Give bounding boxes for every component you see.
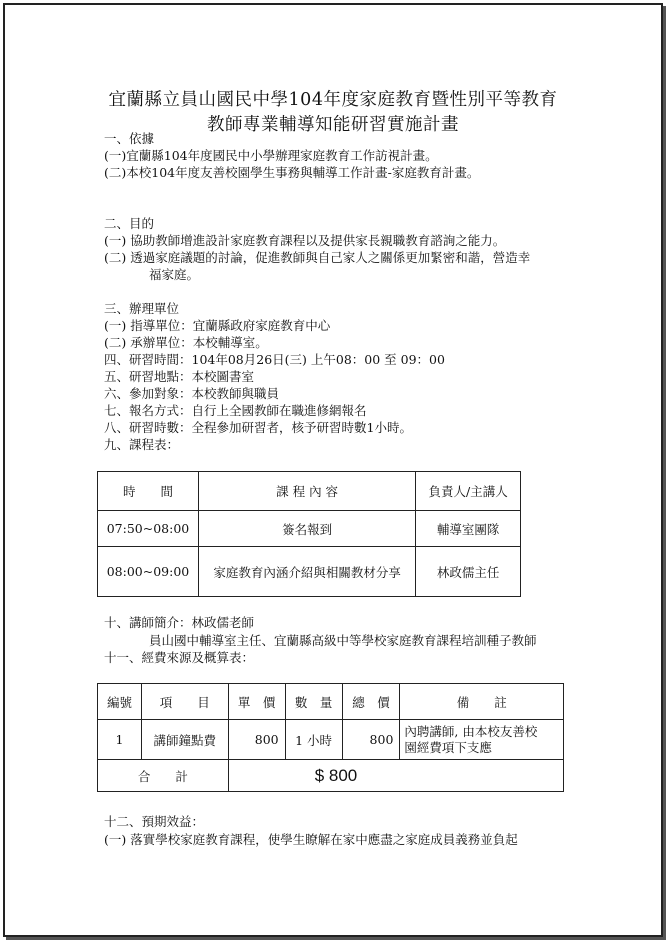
budget-header: 數 量 bbox=[285, 684, 342, 720]
budget-header: 單 價 bbox=[228, 684, 285, 720]
budget-table bbox=[97, 683, 564, 792]
section-7: 七、報名方式：自行上全國教師在職進修網報名 bbox=[104, 403, 367, 418]
budget-total-value bbox=[228, 760, 563, 792]
section-1-item: (二)本校104年度友善校園學生事務與輔導工作計畫-家庭教育計畫。 bbox=[104, 165, 480, 180]
budget-total-amount: $ 800 bbox=[314, 765, 358, 785]
budget-total-row bbox=[98, 760, 564, 792]
section-3-heading: 三、辦理單位 bbox=[104, 301, 180, 316]
budget-note bbox=[400, 720, 564, 760]
budget-header-row bbox=[98, 684, 564, 720]
section-10-detail: 員山國中輔導室主任、宜蘭縣高級中等學校家庭教育課程培訓種子教師 bbox=[149, 633, 537, 648]
budget-note-line: 園經費項下支應 bbox=[404, 739, 492, 755]
budget-header: 總 價 bbox=[342, 684, 400, 720]
section-2-item: (二) 透過家庭議題的討論，促進教師與自己家人之關係更加緊密和諧，營造幸 bbox=[104, 250, 531, 265]
budget-total: 800 bbox=[342, 720, 400, 760]
budget-unit-price: 800 bbox=[228, 720, 285, 760]
section-11-heading: 十一、經費來源及概算表： bbox=[104, 650, 255, 665]
section-1-item: (一)宜蘭縣104年度國民中小學辦理家庭教育工作訪視計畫。 bbox=[104, 148, 438, 163]
section-2-heading: 二、目的 bbox=[104, 216, 155, 231]
section-3-item: (二) 承辦單位：本校輔導室。 bbox=[104, 335, 268, 350]
section-8: 八、研習時數：全程參加研習者，核予研習時數1小時。 bbox=[104, 420, 412, 435]
schedule-header: 課 程 內 容 bbox=[198, 472, 415, 511]
budget-item: 講師鐘點費 bbox=[141, 720, 228, 760]
section-2-item: (一) 協助教師增進設計家庭教育課程以及提供家長親職教育諮詢之能力。 bbox=[104, 233, 506, 248]
schedule-cell: 林政儒主任 bbox=[416, 547, 521, 597]
schedule-cell: 07:50~08:00 bbox=[98, 511, 199, 547]
section-6: 六、參加對象：本校教師與職員 bbox=[104, 386, 280, 401]
budget-header: 項 目 bbox=[141, 684, 228, 720]
section-1-heading: 一、依據 bbox=[104, 131, 155, 146]
schedule-header: 負責人/主講人 bbox=[416, 472, 521, 511]
schedule-table bbox=[97, 471, 521, 597]
budget-note-line: 內聘講師, 由本校友善校 bbox=[404, 723, 538, 739]
schedule-cell: 輔導室團隊 bbox=[416, 511, 521, 547]
section-12-heading: 十二、預期效益： bbox=[104, 814, 205, 829]
schedule-header-row bbox=[98, 472, 521, 511]
schedule-cell: 08:00~09:00 bbox=[98, 547, 199, 597]
section-10-heading: 十、講師簡介：林政儒老師 bbox=[104, 615, 255, 630]
schedule-cell: 簽名報到 bbox=[198, 511, 415, 547]
section-3-item: (一) 指導單位：宜蘭縣政府家庭教育中心 bbox=[104, 318, 331, 333]
section-5: 五、研習地點：本校圖書室 bbox=[104, 369, 255, 384]
section-2-item-cont: 福家庭。 bbox=[149, 267, 200, 282]
section-4: 四、研習時間：104年08月26日(三) 上午08：00 至 09：00 bbox=[104, 352, 445, 367]
page-border bbox=[3, 3, 663, 937]
budget-no: 1 bbox=[98, 720, 142, 760]
section-9: 九、課程表： bbox=[104, 437, 180, 452]
table-row bbox=[98, 547, 521, 597]
budget-header: 編號 bbox=[98, 684, 142, 720]
schedule-header: 時 間 bbox=[98, 472, 199, 511]
table-row bbox=[98, 511, 521, 547]
schedule-cell: 家庭教育內涵介紹與相關教材分享 bbox=[198, 547, 415, 597]
table-row bbox=[98, 720, 564, 760]
page-title-line2: 教師專業輔導知能研習實施計畫 bbox=[207, 115, 459, 135]
budget-qty: 1 小時 bbox=[285, 720, 342, 760]
section-12-item: (一) 落實學校家庭教育課程，使學生瞭解在家中應盡之家庭成員義務並負起 bbox=[104, 832, 518, 847]
budget-header: 備 註 bbox=[400, 684, 564, 720]
budget-total-label: 合 計 bbox=[98, 760, 229, 792]
page-title-line1: 宜蘭縣立員山國民中學104年度家庭教育暨性別平等教育 bbox=[108, 90, 558, 110]
